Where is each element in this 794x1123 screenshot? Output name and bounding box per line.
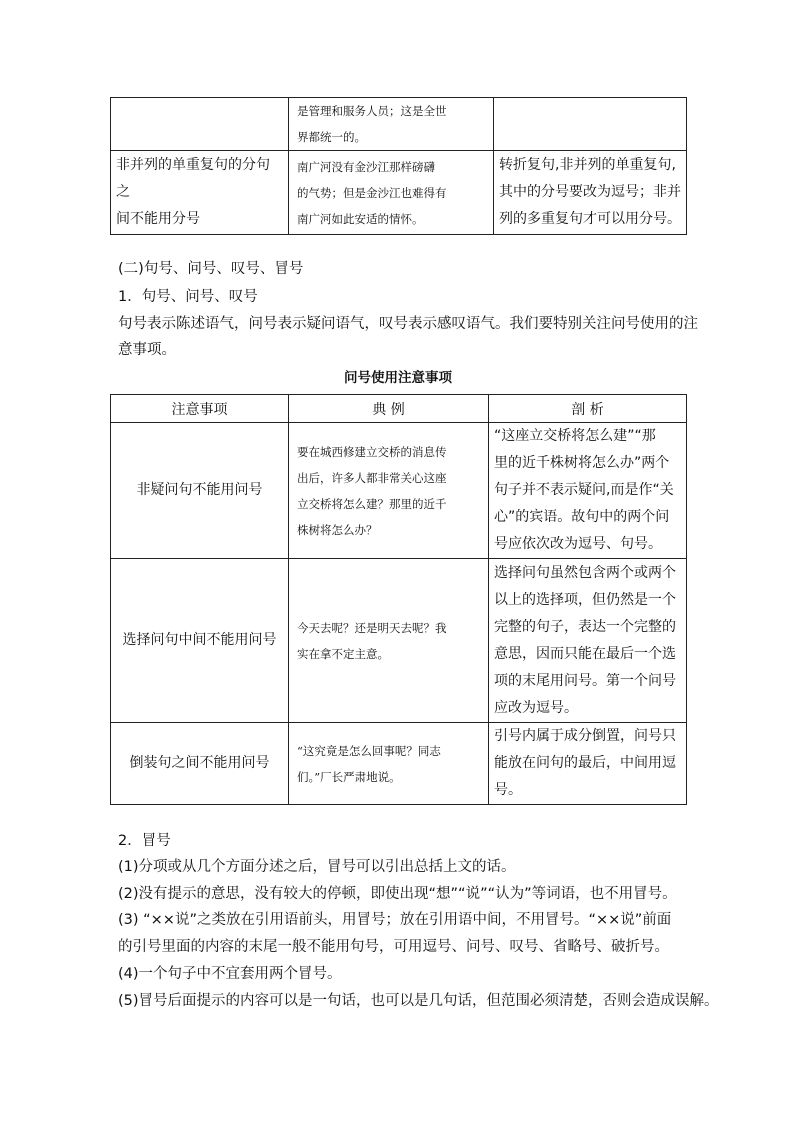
text-line: 引号内属于成分倒置，问号只 bbox=[494, 728, 676, 744]
column-header: 注意事项 bbox=[111, 395, 289, 423]
text-line: 里的近千株树将怎么办”两个 bbox=[494, 455, 670, 471]
text-line: 们。”厂长严肃地说。 bbox=[297, 769, 401, 784]
text-line: 今天去呢？还是明天去呢？我 bbox=[297, 620, 447, 635]
text-line: “这座立交桥将怎么建”“那 bbox=[494, 428, 656, 444]
text-line: 应改为逗号。 bbox=[494, 699, 578, 716]
analysis-cell bbox=[489, 423, 687, 559]
table-header-row bbox=[111, 395, 687, 423]
table-caption: 问号使用注意事项 bbox=[344, 370, 452, 386]
section-title: (二)句号、问号、叹号、冒号 bbox=[118, 261, 304, 277]
rule-cell: 非疑问句不能用问号 bbox=[111, 423, 289, 559]
text-line: 能放在问句的最后，中间用逗 bbox=[494, 755, 676, 771]
table-row bbox=[111, 559, 687, 723]
rule-cell bbox=[111, 151, 289, 235]
text-line: 南广河没有金沙江那样磅礴 bbox=[297, 159, 435, 174]
text-line: “这究竟是怎么回事呢？同志 bbox=[297, 743, 441, 758]
semicolon-continuation-table bbox=[110, 97, 687, 235]
rule-cell: 选择问句中间不能用问号 bbox=[111, 559, 289, 723]
column-header: 剖 析 bbox=[489, 395, 687, 423]
analysis-cell bbox=[489, 723, 687, 805]
table-row bbox=[111, 151, 687, 235]
text-line: 完整的句子，表达一个完整的 bbox=[494, 618, 676, 635]
subsection-title: 1．句号、问号、叹号 bbox=[118, 289, 258, 305]
example-cell bbox=[289, 559, 489, 723]
paragraph-line: 句号表示陈述语气，问号表示疑问语气，叹号表示感叹语气。我们要特别关注问号使用的注 bbox=[118, 316, 698, 332]
text-line: 的气势；但是金沙江也难得有 bbox=[297, 185, 447, 200]
example-cell bbox=[289, 98, 494, 151]
text-line: 以上的选择项，但仍然是一个 bbox=[494, 591, 676, 608]
text-line: 是管理和服务人员；这是全世 bbox=[297, 104, 447, 118]
text-line: 间不能用分号 bbox=[116, 211, 200, 227]
list-item: 的引号里面的内容的末尾一般不能用句号，可用逗号、问号、叹号、省略号、破折号。 bbox=[118, 939, 669, 955]
text-line: 株树将怎么办？ bbox=[297, 522, 378, 537]
text-line: 号。 bbox=[494, 782, 522, 798]
analysis-cell bbox=[489, 559, 687, 723]
table-row bbox=[111, 423, 687, 559]
rule-cell: 倒装句之间不能用问号 bbox=[111, 723, 289, 805]
text-line: 其中的分号要改为逗号；非并 bbox=[499, 184, 681, 200]
list-item: (4)一个句子中不宜套用两个冒号。 bbox=[118, 966, 342, 982]
text-line: 句子并不表示疑问,而是作“关 bbox=[494, 482, 674, 498]
text-line: 项的末尾用问号。第一个问号 bbox=[494, 672, 676, 689]
subsection-title: 2．冒号 bbox=[118, 833, 171, 849]
text-line: 界都统一的。 bbox=[297, 130, 366, 144]
text-line: 心”的宾语。故句中的两个问 bbox=[494, 509, 670, 525]
example-cell bbox=[289, 151, 494, 235]
column-header: 典 例 bbox=[289, 395, 489, 423]
paragraph-line: 意事项。 bbox=[118, 342, 176, 358]
analysis-cell bbox=[494, 151, 687, 235]
question-mark-table bbox=[110, 394, 687, 805]
list-item: (2)没有提示的意思，没有较大的停顿，即使出现“想”“说”“认为”等词语，也不用冒号。 bbox=[118, 886, 677, 902]
text-line: 实在拿不定主意。 bbox=[297, 646, 389, 661]
text-line: 转折复句,非并列的单重复句, bbox=[499, 157, 676, 173]
text-line: 选择问句虽然包含两个或两个 bbox=[494, 564, 676, 581]
table-row bbox=[111, 98, 687, 151]
list-item: (5)冒号后面提示的内容可以是一句话，也可以是几句话，但范围必须清楚，否则会造成误解。 bbox=[118, 993, 719, 1009]
list-item: (3) “××说”之类放在引用语前头，用冒号；放在引用语中间，不用冒号。“××说”前面 bbox=[118, 912, 672, 928]
example-cell bbox=[289, 423, 489, 559]
text-line: 立交桥将怎么建？那里的近千 bbox=[297, 496, 447, 511]
text-line: 号应依次改为逗号、句号。 bbox=[494, 536, 662, 552]
text-line: 列的多重复句才可以用分号。 bbox=[499, 211, 681, 227]
text-line: 非并列的单重复句的分句之 bbox=[116, 157, 270, 200]
table-row bbox=[111, 723, 687, 805]
text-line: 南广河如此安适的情怀。 bbox=[297, 211, 424, 226]
text-line: 要在城西修建立交桥的消息传 bbox=[297, 444, 447, 459]
table-cell bbox=[494, 98, 687, 151]
list-item: (1)分项或从几个方面分述之后，冒号可以引出总括上文的话。 bbox=[118, 859, 516, 875]
text-line: 意思，因而只能在最后一个选 bbox=[494, 645, 676, 662]
table-cell bbox=[111, 98, 289, 151]
example-cell bbox=[289, 723, 489, 805]
text-line: 出后，许多人都非常关心这座 bbox=[297, 470, 447, 485]
